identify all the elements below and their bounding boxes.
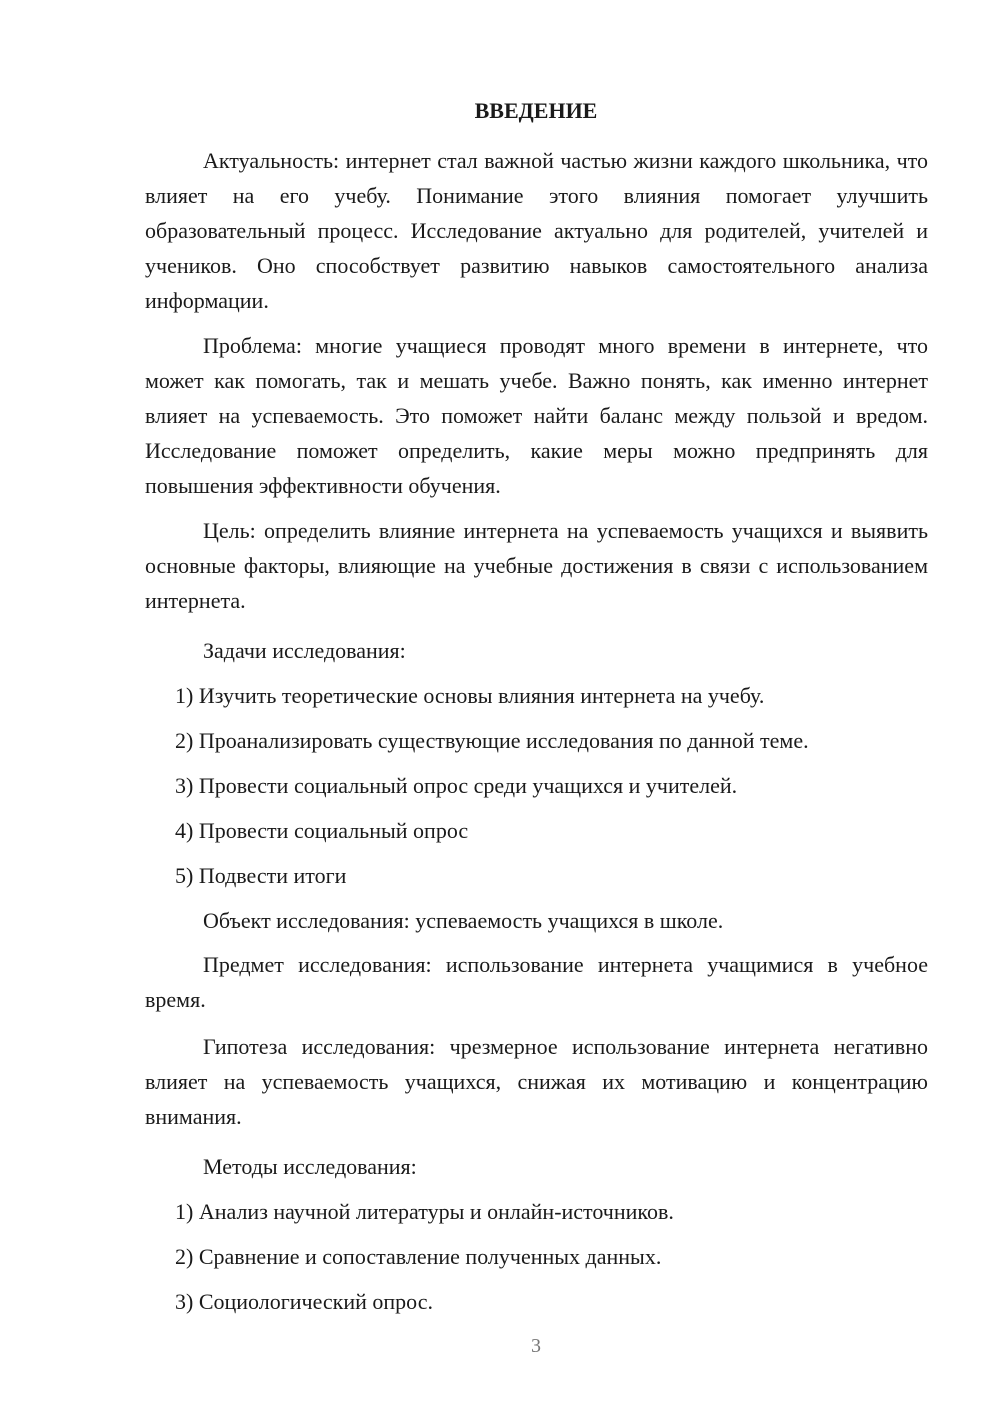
- object-line: Объект исследования: успеваемость учащихся в школе.: [203, 908, 724, 933]
- methods-heading: Методы исследования:: [203, 1154, 417, 1179]
- tasks-heading: Задачи исследования:: [203, 638, 406, 663]
- method-item: 1) Анализ научной литературы и онлайн-источников.: [175, 1199, 674, 1224]
- task-item: 2) Проанализировать существующие исследования по данной теме.: [175, 728, 809, 753]
- task-item: 5) Подвести итоги: [175, 863, 347, 888]
- task-item: 3) Провести социальный опрос среди учащихся и учителей.: [175, 773, 738, 798]
- hypothesis-paragraph: Гипотеза исследования: чрезмерное использование интернета негативно влияет на успеваемость учащихся, снижая их мотивацию и концентрацию внимания.: [145, 1034, 928, 1129]
- document-body: [145, 143, 928, 1324]
- relevance-paragraph: Актуальность: интернет стал важной частью жизни каждого школьника, что влияет на его учебу. Понимание этого влияния помогает улучшить образовательный процесс. Исследование актуально для родителей, учителей и учеников. Оно способствует развитию навыков самостоятельного анализа информации.: [145, 148, 928, 313]
- method-item: 2) Сравнение и сопоставление полученных данных.: [175, 1244, 662, 1269]
- section-title: ВВЕДЕНИЕ: [474, 98, 598, 123]
- problem-paragraph: Проблема: многие учащиеся проводят много времени в интернете, что может как помогать, так и мешать учебе. Важно понять, как именно интернет влияет на успеваемость. Это поможет найти баланс между пользой и вредом. Исследование поможет определить, какие меры можно предпринять для повышения эффективности обучения.: [145, 333, 928, 498]
- method-item: 3) Социологический опрос.: [175, 1289, 433, 1314]
- subject-paragraph: Предмет исследования: использование интернета учащимися в учебное время.: [145, 952, 928, 1012]
- task-item: 4) Провести социальный опрос: [175, 818, 469, 843]
- page-number: 3: [531, 1335, 541, 1357]
- task-item: 1) Изучить теоретические основы влияния интернета на учебу.: [175, 683, 765, 708]
- goal-paragraph: Цель: определить влияние интернета на успеваемость учащихся и выявить основные факторы, влияющие на учебные достижения в связи с использованием интернета.: [145, 518, 928, 613]
